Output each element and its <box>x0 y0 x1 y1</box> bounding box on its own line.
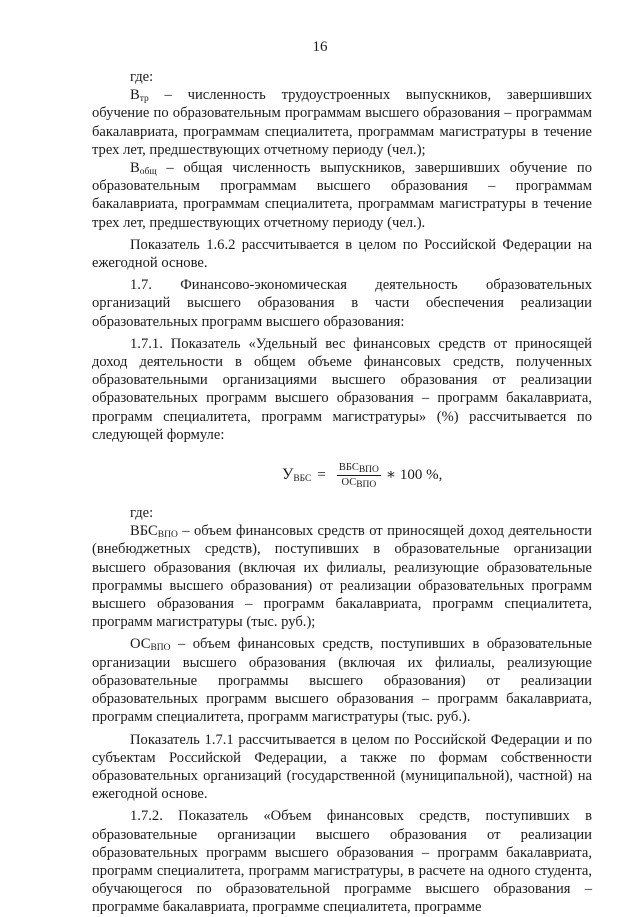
definition-text: – численность трудоустроенных выпускников, завершивших обучение по образовательным программам высшего образования – программам бакалавриата, программам специалитета, программам магистратуры в течение трех лет, предшествующих отчетному периоду (чел.); <box>92 87 592 158</box>
symbol-v: В <box>130 87 140 104</box>
symbol-sub-obsh: общ <box>139 167 157 178</box>
definition-v-tr <box>92 86 592 159</box>
fraction-denominator: $ОС_{ВПО}$ <box>341 477 377 491</box>
definition-text: – общая численность выпускников, завершивших обучение по образовательным программам высшего образования – программам бакалавриата, программам специалитета, программам магистратуры в течение трех лет, предшествующих отчетному периоду (чел.). <box>92 160 592 231</box>
symbol-sub-tr: тр <box>139 94 149 105</box>
paragraph-1-7-1: 1.7.1. Показатель «Удельный вес финансовых средств от приносящей доход деятельности в общем объеме финансовых средств, полученных образовательными организациями высшего образования от реализации образовательных программ высшего образования – программ бакалавриата, программ специалитета, программ магистратуры» (%) рассчитывается по следующей формуле: <box>92 335 592 443</box>
definition-v-obsh <box>92 159 592 232</box>
formula-lhs: $У_{ВБС}$ <box>282 466 312 485</box>
paragraph-1-7: 1.7. Финансово-экономическая деятельность образовательных организаций высшего образования в части обеспечения реализации образовательных программ высшего образования: <box>92 277 592 330</box>
symbol-v: В <box>130 160 140 177</box>
formula <box>282 462 442 489</box>
formula-fraction <box>337 462 381 489</box>
document-body <box>92 68 592 917</box>
paragraph-1-7-1-calc: Показатель 1.7.1 рассчитывается в целом по Российской Федерации и по субъектам Российской Федерации, а также по формам собственности образовательных организаций (государственной (муниципальной), частной) на ежегодной основе. <box>92 731 592 803</box>
paragraph-1-6-2: Показатель 1.6.2 рассчитывается в целом по Российской Федерации на ежегодной основе. <box>92 236 592 272</box>
formula-rhs: ∗ 100 %, <box>385 467 443 484</box>
where-label-2: где: <box>130 505 154 522</box>
fraction-numerator: $ВБС_{ВПО}$ <box>338 462 379 476</box>
symbol-sub-vpo: ВПО <box>157 530 178 541</box>
page-number: 16 <box>312 39 328 55</box>
symbol-vbs: ВБС <box>130 523 158 540</box>
definition-os-vpo <box>92 635 592 726</box>
definition-vbs-vpo <box>92 522 592 631</box>
formula-equals: = <box>317 467 326 484</box>
where-label-1: где: <box>130 69 154 85</box>
symbol-sub-vpo: ВПО <box>150 643 171 654</box>
symbol-os: ОС <box>130 636 151 653</box>
formula-block <box>92 458 592 502</box>
paragraph-1-7-2: 1.7.2. Показатель «Объем финансовых средств, поступивших в образовательные организации высшего образования от реализации образовательных программ высшего образования – программ бакалавриата, программ специалитета, программ магистратуры, в расчете на одного студента, обучающегося по образовательной программе высшего образования – программе бакалавриата, программе специалитета, программе <box>92 808 592 916</box>
definition-text: – объем финансовых средств, поступивших в образовательные организации высшего образования (включая их филиалы, реализующие образовательные программы высшего образования) от реализации образовательных программ высшего образования – программ бакалавриата, программ специалитета, программ магистратуры (тыс. руб.). <box>92 636 592 726</box>
definition-text: – объем финансовых средств от приносящей доход деятельности (внебюджетных средств), поступивших в образовательные организации высшего образования (включая их филиалы, реализующие образовательные программы высшего образования) от реализации образовательных программ высшего образования – программ бакалавриата, программ специалитета, программ магистратуры (тыс. руб.); <box>92 523 592 631</box>
